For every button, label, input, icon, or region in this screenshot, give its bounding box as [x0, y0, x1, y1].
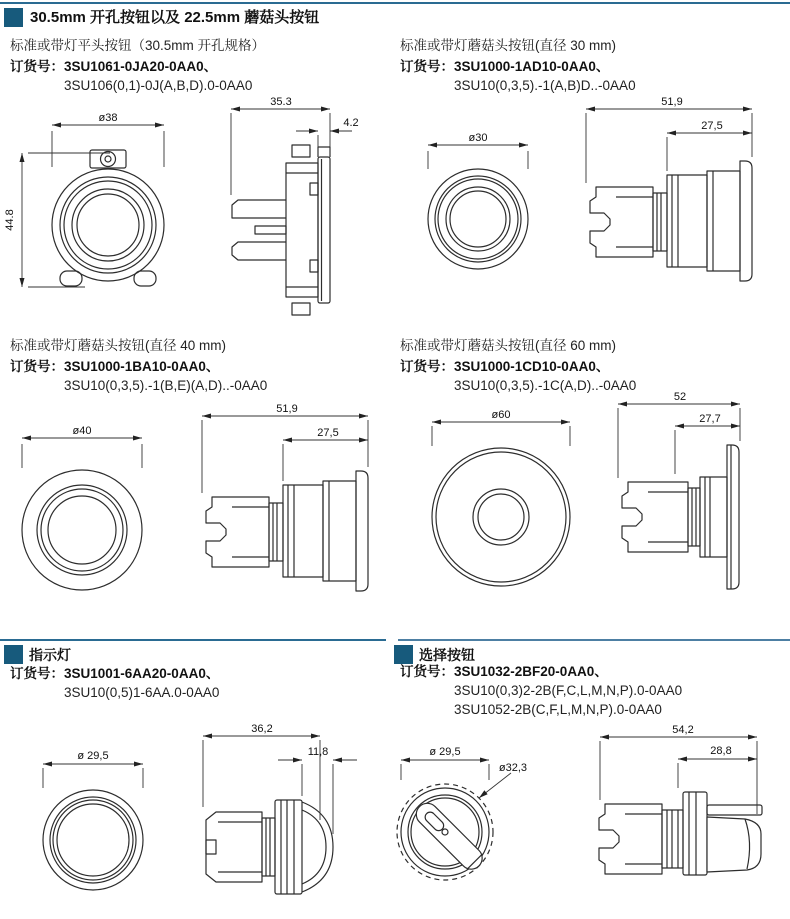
dimension-label: 51,9: [276, 403, 298, 415]
dimension-label: 52: [673, 392, 687, 403]
flat-button-drawing: [0, 95, 390, 320]
section-selector: [400, 662, 785, 719]
order-block: [400, 662, 785, 719]
dimension-label: 35.3: [270, 96, 292, 108]
selector-rule: [398, 639, 790, 641]
dimension-label: 27,5: [317, 427, 339, 439]
section-title: 标准或带灯蘑菇头按钮(直径 30 mm): [400, 38, 616, 53]
order-label: 订货号：: [10, 666, 64, 681]
dimension-label: ø 29,5: [77, 750, 109, 762]
order-label: 订货号：: [10, 59, 64, 74]
order-block: [400, 57, 785, 95]
order-label: 订货号：: [10, 359, 64, 374]
dimension-label: 28,8: [710, 745, 732, 757]
mushroom-60-drawing: [400, 392, 790, 617]
top-rule: [0, 2, 790, 4]
section-indicator: [10, 664, 395, 702]
dimension-label: 36,2: [251, 723, 273, 735]
page-title: 30.5mm 开孔按钮以及 22.5mm 蘑菇头按钮: [30, 9, 320, 26]
section-mushroom-60: [400, 334, 785, 395]
order-number: 3SU1000-1CD10-0AA0、: [454, 359, 610, 374]
section-mushroom-30: [400, 34, 785, 95]
section-title: 标准或带灯蘑菇头按钮(直径 60 mm): [400, 338, 616, 353]
order-number: 3SU1032-2BF20-0AA0、: [454, 664, 608, 679]
order-number: 3SU1061-0JA20-0AA0、: [64, 59, 218, 74]
order-label: 订货号：: [400, 664, 454, 679]
dimension-label: ø38: [98, 112, 118, 124]
dimension-label: 54,2: [672, 724, 694, 736]
order-label: 订货号：: [400, 59, 454, 74]
dimension-label: ø30: [468, 132, 488, 144]
order-block: [400, 357, 785, 395]
order-block: [10, 357, 395, 395]
selector-drawing: [395, 722, 790, 919]
order-number: 3SU106(0,1)-0J(A,B,D).0-0AA0: [64, 78, 253, 93]
order-number: 3SU1000-1AD10-0AA0、: [454, 59, 610, 74]
order-block: [10, 664, 395, 702]
order-number: 3SU10(0,3,5).-1(A,B)D..-0AA0: [454, 78, 636, 93]
dimension-label: 4.2: [343, 117, 359, 129]
order-block: [10, 57, 395, 95]
mushroom-40-drawing: [0, 398, 390, 615]
section-mushroom-40: [10, 334, 395, 395]
order-number: 3SU10(0,3,5).-1C(A,D)..-0AA0: [454, 378, 637, 393]
indicator-drawing: [0, 722, 390, 919]
order-number: 3SU1001-6AA20-0AA0、: [64, 666, 220, 681]
dimension-label: ø60: [491, 409, 511, 421]
order-number: 3SU10(0,5)1-6AA.0-0AA0: [64, 685, 220, 700]
section-flat-button: [10, 34, 395, 95]
order-number: 3SU1052-2B(C,F,L,M,N,P).0-0AA0: [454, 702, 662, 717]
section-title: 标准或带灯平头按钮（30.5mm 开孔规格）: [10, 38, 266, 53]
dimension-label: 11,8: [307, 746, 329, 758]
section-title: 指示灯: [29, 647, 71, 663]
dimension-label: ø40: [72, 425, 92, 437]
indicator-rule: [0, 639, 386, 641]
mushroom-30-drawing: [400, 95, 790, 320]
order-number: 3SU10(0,3)2-2B(F,C,L,M,N,P).0-0AA0: [454, 683, 683, 698]
dimension-label: 44.8: [4, 209, 16, 231]
order-label: 订货号：: [400, 359, 454, 374]
dimension-label: 51,9: [661, 96, 683, 108]
order-number: 3SU10(0,3,5).-1(B,E)(A,D)..-0AA0: [64, 378, 268, 393]
order-number: 3SU1000-1BA10-0AA0、: [64, 359, 220, 374]
dimension-label: 27,7: [699, 413, 721, 425]
section-title: 选择按钮: [419, 647, 475, 663]
section-marker: [4, 645, 23, 664]
section-title: 标准或带灯蘑菇头按钮(直径 40 mm): [10, 338, 226, 353]
dimension-label: ø 29,5: [429, 746, 461, 758]
section-marker: [4, 8, 23, 27]
dimension-label: ø32,3: [498, 762, 528, 774]
dimension-label: 27,5: [701, 120, 723, 132]
